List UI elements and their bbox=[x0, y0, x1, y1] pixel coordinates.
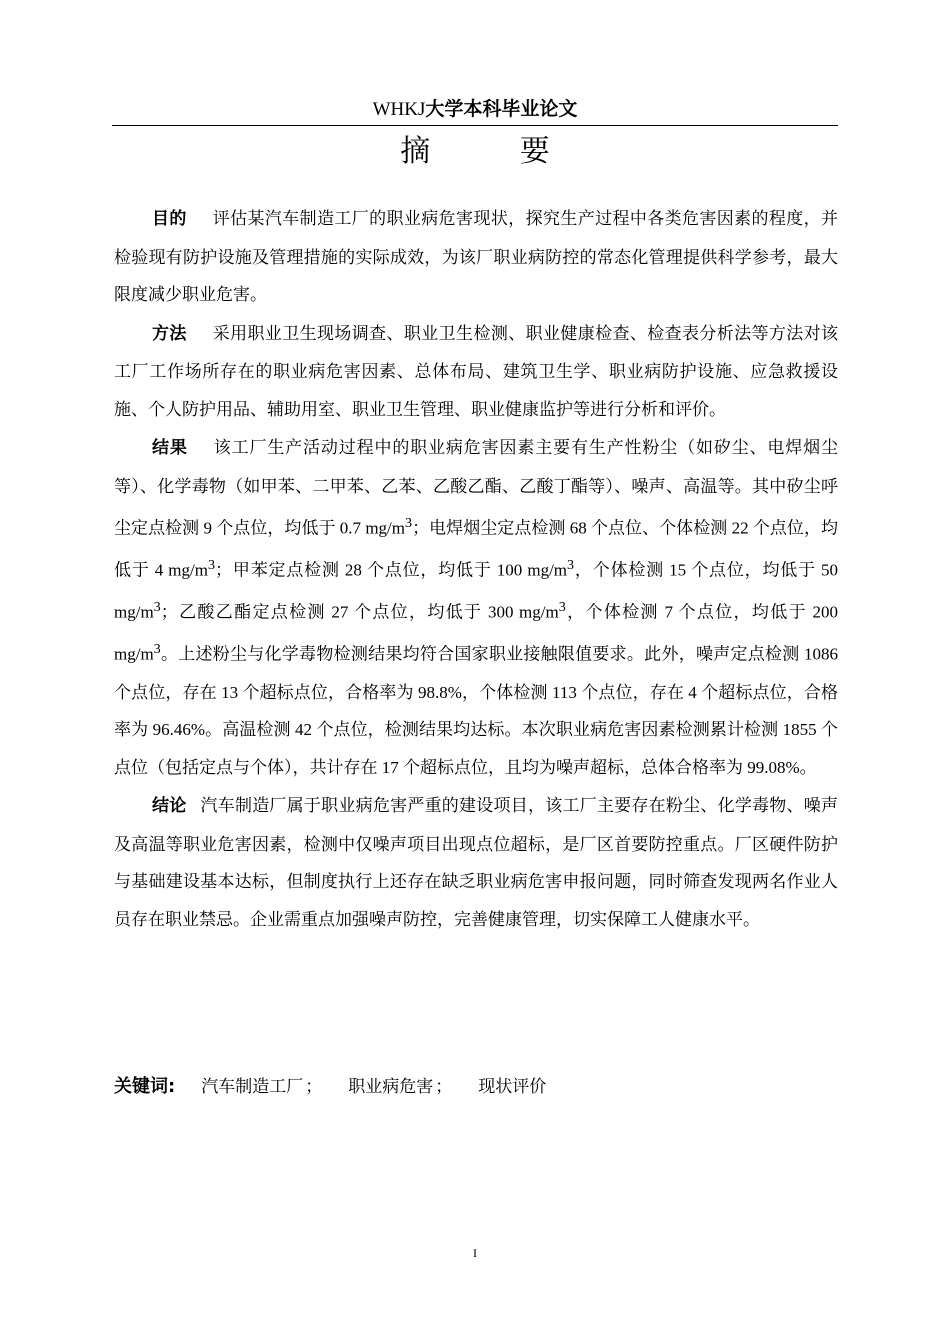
section-label-result: 结果 bbox=[152, 438, 188, 458]
unit-superscript: 3 bbox=[405, 515, 413, 531]
section-text-conclusion: 汽车制造厂属于职业病危害严重的建设项目，该工厂主要存在粉尘、化学毒物、噪声及高温等职业危害因素，检测中仅噪声项目出现点位超标，是厂区首要防控重点。厂区硬件防护与基础建设基本达标，但制度执行上还存在缺乏职业病危害申报问题，同时筛查发现两名作业人员存在职业禁忌。企业需重点加强噪声防控，完善健康管理，切实保障工人健康水平。 bbox=[114, 796, 839, 929]
unit-superscript: 3 bbox=[153, 641, 161, 658]
result-text-part: ，个体检测 7 个点位，均低于 200 mg/m bbox=[114, 602, 839, 665]
abstract-section-method bbox=[114, 315, 838, 429]
result-text-part: 该工厂生产活动过程中的职业病危害因素主要有生产性粉尘（如矽尘、电焊烟尘等）、化学毒物（如甲苯、二甲苯、乙苯、乙酸乙酯、乙酸丁酯等）、噪声、高温等。其中矽尘呼尘定点检测 9 个点位，均低于 0.7 mg/m bbox=[114, 438, 839, 538]
unit-superscript: 3 bbox=[558, 599, 566, 616]
result-text-part: ；乙酸乙酯定点检测 27 个点位，均低于 300 mg/m bbox=[160, 602, 559, 622]
abstract-section-conclusion bbox=[114, 787, 838, 938]
abstract-heading: 摘 要 bbox=[400, 134, 590, 169]
unit-superscript: 3 bbox=[153, 599, 161, 616]
unit-superscript: 3 bbox=[207, 557, 216, 574]
keyword-separator: ； bbox=[305, 1077, 323, 1096]
thesis-header bbox=[112, 94, 838, 124]
page-number: I bbox=[473, 1246, 477, 1260]
result-text-part: ，个体检测 15 个点位，均低于 50 mg/m bbox=[114, 560, 839, 622]
section-label-objective: 目的 bbox=[152, 209, 187, 229]
keyword-item: 职业病危害 bbox=[348, 1077, 434, 1096]
result-text-part: ；电焊烟尘定点检测 68 个点位、个体检测 22 个点位，均低于 4 mg/m bbox=[114, 518, 839, 580]
keyword-item: 汽车制造工厂 bbox=[201, 1077, 304, 1096]
abstract-body bbox=[114, 200, 838, 938]
result-text-part: ；甲苯定点检测 28 个点位，均低于 100 mg/m bbox=[215, 560, 568, 580]
abstract-section-objective bbox=[114, 200, 838, 314]
section-text-objective: 评估某汽车制造工厂的职业病危害现状，探究生产过程中各类危害因素的程度，并检验现有防护设施及管理措施的实际成效，为该厂职业病防控的常态化管理提供科学参考，最大限度减少职业危害。 bbox=[114, 209, 839, 304]
header-prefix: WHKJ bbox=[372, 99, 426, 120]
keywords-line bbox=[114, 1068, 838, 1105]
keyword-separator: ； bbox=[435, 1077, 453, 1096]
unit-superscript: 3 bbox=[567, 557, 575, 574]
keyword-item: 现状评价 bbox=[478, 1077, 547, 1096]
abstract-section-result bbox=[114, 429, 838, 786]
header-title: 大学本科毕业论文 bbox=[425, 98, 578, 120]
keywords-label: 关键词: bbox=[114, 1076, 176, 1097]
section-text-method: 采用职业卫生现场调查、职业卫生检测、职业健康检查、检查表分析法等方法对该工厂工作场所存在的职业病危害因素、总体布局、建筑卫生学、职业病防护设施、应急救援设施、个人防护用品、辅助用室、职业卫生管理、职业健康监护等进行分析和评价。 bbox=[114, 323, 839, 419]
result-text-part: 。上述粉尘与化学毒物检测结果均符合国家职业接触限值要求。此外，噪声定点检测 1086 个点位，存在 13 个超标点位，合格率为 98.8%，个体检测 113 个点位，存在 4 个超标点位，合格率为 96.46%。高温检测 42 个点位，检测结果均达标。本次职业病危害因素检测累计检测 1855 个点位（包括定点与个体），共计存在 17 个超标点位，且均为噪声超标，总体合格率为 99.08%。 bbox=[114, 645, 838, 777]
section-label-conclusion: 结论 bbox=[152, 796, 187, 817]
header-divider bbox=[112, 125, 838, 126]
section-label-method: 方法 bbox=[152, 323, 187, 344]
